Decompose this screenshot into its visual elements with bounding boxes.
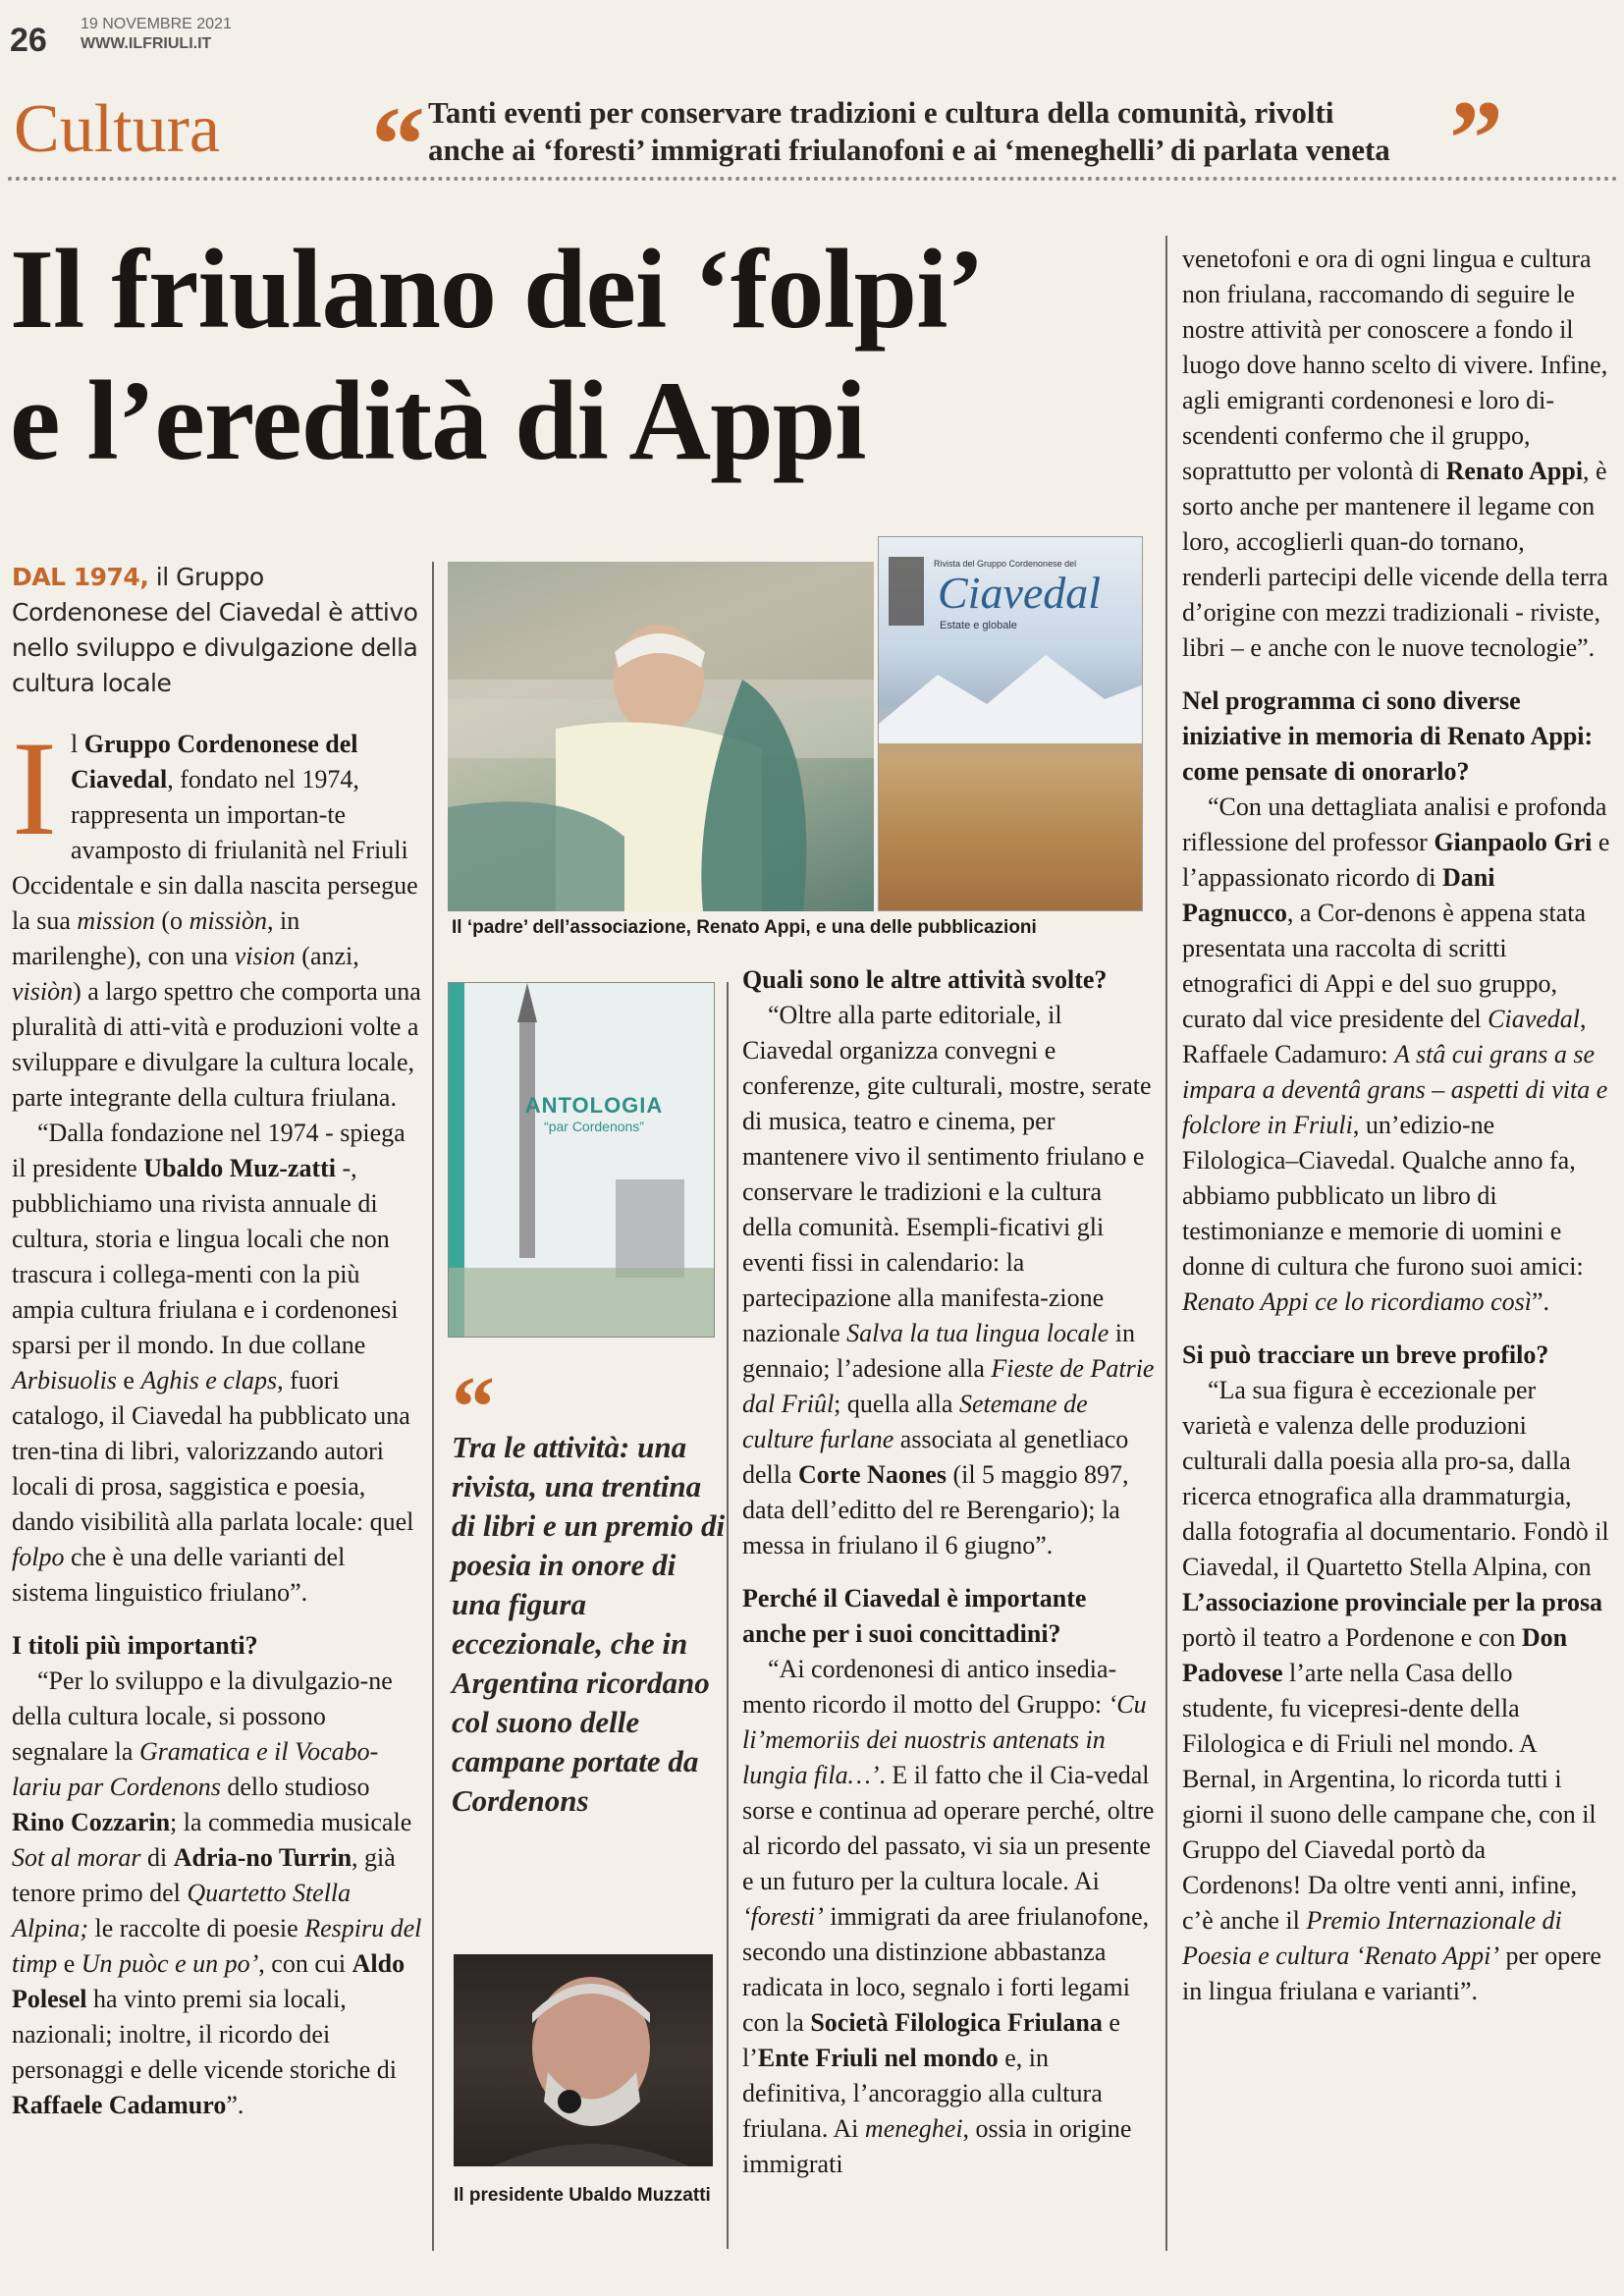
text-run: , un’edizio-ne Filologica–Ciavedal. Qualche anno fa, abbiamo pubblicato un libro di testimonianze e memorie di uomini e donne di cultura che furono suoi amici: — [1182, 1111, 1584, 1281]
text-run: Quartetto Stella Alpina; — [12, 1879, 352, 1942]
text-run: mission — [77, 906, 155, 935]
page-number: 26 — [10, 22, 47, 59]
text-run: Setemane de culture furlane — [742, 1390, 1088, 1453]
headline-line-1: Il friulano dei ‘folpi’ — [10, 227, 985, 353]
text-run: Gianpaolo Gri — [1434, 828, 1593, 856]
text-run: visiòn — [12, 977, 74, 1006]
text-run: , fondato nel 1974, rappresenta un importan-te avamposto di friulanità nel Friuli Occidentale e sin dalla nascita persegue la sua — [12, 765, 418, 935]
headline-line-2: e l’eredità di Appi — [10, 358, 866, 484]
book-title: ANTOLOGIA — [524, 1093, 664, 1118]
text-run: Un puòc e un po’ — [81, 1949, 259, 1978]
text-run: Don Padovese — [1182, 1623, 1568, 1687]
col3-question-1: Quali sono le altre attività svolte? — [742, 965, 1108, 994]
text-run: Gramatica e il Vocabo-lariu par Cordenons — [12, 1737, 379, 1801]
text-run: (il 5 maggio 897, data dell’editto del re Berengario); la messa in friulano il 6 giugno”. — [742, 1460, 1129, 1559]
text-run: “Ai cordenonesi di antico insedia-mento ricordo il motto del Gruppo: — [742, 1655, 1117, 1719]
text-run: e — [57, 1949, 81, 1978]
text-run: , è sorto anche per mantenere il legame con loro, accoglierli quan-do tornano, renderli partecipi delle vicende della terra d’origine con mezzi tradizionali - riviste, libri – e anche con le nuove tecnologie”. — [1182, 457, 1608, 662]
col4-paragraph-2 — [1182, 790, 1610, 1320]
text-run: ”. — [1532, 1287, 1550, 1316]
magazine-subtitle: Rivista del Gruppo Cordenonese del — [934, 559, 1077, 569]
issue-date: 19 NOVEMBRE 2021 — [81, 16, 232, 32]
text-run: “La sua figura è eccezionale per varietà e valenza delle produzioni culturali dalla poesia alla pro-sa, dalla ricerca etnografica alla drammaturgia, dalla fotografia al documentario. Fondò il Ciavedal, il Quartetto Stella Alpina, con — [1182, 1376, 1609, 1581]
text-run: , con cui — [258, 1949, 352, 1978]
text-run: Fieste de Patrie dal Friûl — [742, 1354, 1155, 1418]
tagline-line-2: anche ai ‘foresti’ immigrati friulanofoni e ai ‘meneghelli’ di parlata veneta — [428, 133, 1390, 167]
text-run: Premio Internazionale di Poesia e cultura ‘Renato Appi’ — [1182, 1906, 1562, 1970]
text-run: Salva la tua lingua locale — [846, 1319, 1110, 1347]
text-run: e, in definitiva, l’ancoraggio alla cultura friulana. Ai — [742, 2044, 1103, 2143]
text-run: meneghei — [864, 2114, 963, 2143]
col1-question-1: I titoli più importanti? — [12, 1631, 258, 1660]
text-run: l — [70, 730, 84, 758]
column-3 — [742, 962, 1155, 2182]
text-run: folpo — [12, 1543, 65, 1571]
column-rule-1 — [432, 562, 434, 2251]
col4-paragraph-3 — [1182, 1373, 1610, 2009]
text-run: Renato Appi ce lo ricordiamo così — [1182, 1287, 1533, 1316]
text-run: ‘Cu li’memoriis dei nuostris antenats in lungia fila…’ — [742, 1690, 1147, 1789]
magazine-title: Ciavedal — [938, 568, 1102, 618]
quote-close-icon: ” — [1449, 79, 1503, 198]
col4-question-1: Nel programma ci sono diverse iniziative in memoria di Renato Appi: come pensate di onorarlo? — [1182, 686, 1594, 786]
col4-paragraph-1 — [1182, 242, 1610, 666]
text-run: le raccolte di poesie — [88, 1914, 305, 1942]
text-run: Ciavedal — [1488, 1005, 1581, 1033]
photo-renato-appi — [448, 562, 874, 911]
text-run: (anzi, — [295, 942, 359, 970]
text-run: vision — [234, 942, 296, 970]
text-run: che è una delle varianti del sistema linguistico friulano”. — [12, 1543, 346, 1607]
article-kicker — [12, 560, 424, 701]
text-run: l’arte nella Casa dello studente, fu vicepresi-dente della Filologica e di Friuli nel mondo. A Bernal, in Argentina, lo ricorda tutti i giorni il suono delle campane che, con il Gruppo del Ciavedal portò da Cordenons! Da oltre venti anni, infine, c’è anche il — [1182, 1659, 1597, 1935]
kicker-lead: DAL 1974, — [12, 563, 149, 591]
text-run: e l’ — [742, 2008, 1120, 2072]
text-run: “Dalla fondazione nel 1974 - spiega il presidente — [12, 1119, 406, 1182]
quote-open-icon: “ — [371, 84, 425, 204]
magazine-cover-art — [879, 537, 1143, 911]
site-url[interactable]: WWW.ILFRIULI.IT — [81, 35, 212, 52]
text-run: , fuori catalogo, il Ciavedal ha pubblicato una tren-tina di libri, valorizzando autori locali di prosa, saggistica e poesia, dando visibilità alla parlata locale: quel — [12, 1366, 414, 1536]
text-run: dello studioso — [220, 1773, 370, 1801]
text-run: immigrati da aree friulanofone, secondo una distinzione abbastanza radicata in loco, segnalo i forti legami con la — [742, 1902, 1150, 2037]
text-run: Respiru del timp — [12, 1914, 422, 1978]
magazine-tagline: Estate e globale — [940, 620, 1017, 631]
text-run: , in marilenghe), con una — [12, 906, 300, 970]
column-rule-2 — [727, 982, 729, 2249]
column-4 — [1182, 242, 1610, 2009]
text-run: Adria-no Turrin — [173, 1843, 352, 1872]
text-run: Raffaele Cadamuro — [12, 2091, 227, 2119]
text-run: e — [116, 1366, 141, 1394]
text-run: Corte Naones — [798, 1460, 947, 1489]
text-run: in gennaio; l’adesione alla — [742, 1319, 1136, 1383]
text-run: associata al genetliaco della — [742, 1425, 1129, 1489]
kicker-text: il Gruppo Cordenonese del Ciavedal è attivo nello sviluppo e divulgazione della cultura locale — [12, 563, 418, 697]
photo-ubaldo-muzzatti — [454, 1954, 713, 2166]
text-run: Ubaldo Muz-zatti — [143, 1154, 336, 1182]
text-run: ”. — [226, 2091, 244, 2119]
photo-renato-appi-drawing — [448, 562, 874, 911]
ciavedal-magazine-cover — [878, 536, 1143, 911]
col3-paragraph-1 — [742, 998, 1155, 1563]
tagline-line-1: Tanti eventi per conservare tradizioni e cultura della comunità, rivolti — [428, 95, 1334, 130]
col4-question-2: Si può tracciare un breve profilo? — [1182, 1340, 1549, 1369]
text-run: Gruppo Cordenonese del Ciavedal — [70, 730, 358, 793]
col1-paragraph-3 — [12, 1664, 422, 2123]
president-caption: Il presidente Ubaldo Muzzatti — [454, 2185, 711, 2206]
text-run: portò il teatro a Pordenone e con — [1182, 1623, 1522, 1652]
text-run: Rino Cozzarin — [12, 1808, 171, 1836]
col1-paragraph-1 — [12, 713, 422, 1116]
text-run: Renato Appi — [1445, 457, 1584, 485]
text-run: Aldo Polesel — [12, 1949, 406, 2013]
col3-paragraph-2 — [742, 1652, 1155, 2182]
text-run: Società Filologica Friulana — [810, 2008, 1103, 2037]
text-run: Sot al morar — [12, 1843, 141, 1872]
section-title: Cultura — [14, 91, 220, 167]
col3-question-2: Perché il Ciavedal è importante anche per i suoi concittadini? — [742, 1584, 1087, 1648]
text-run: (o — [154, 906, 189, 935]
text-run: “Oltre alla parte editoriale, il Ciavedal organizza convegni e conferenze, gite culturali, mostre, serate di musica, teatro e cinema, per mantenere vivo il sentimento friulano e conservare le tradizioni e la cultura della comunità. Esempli-ficativi gli eventi fissi in calendario: la partecipazione alla manifesta-zione nazionale — [742, 1001, 1152, 1347]
text-run: Aghis e claps — [140, 1366, 278, 1394]
text-run: ; la commedia musicale — [170, 1808, 412, 1836]
text-run: -, pubblichiamo una rivista annuale di cultura, storia e lingua locali che non trascura i collega-menti con la più ampia cultura friulana e i cordenonesi sparsi per il mondo. In due collane — [12, 1154, 399, 1359]
photo-ubaldo-muzzatti-drawing — [454, 1954, 713, 2166]
photo-caption: Il ‘padre’ dell’associazione, Renato Appi, e una delle pubblicazioni — [452, 917, 1037, 938]
text-run: A stâ cui grans a se impara a deventâ grans – aspetti di vita e folclore in Friuli — [1182, 1040, 1608, 1139]
pullquote-mark-icon: “ — [452, 1360, 495, 1455]
book-subtitle: “par Cordenons” — [544, 1119, 644, 1134]
text-run: , già tenore primo del — [12, 1843, 396, 1907]
text-run: ha vinto premi sia locali, nazionali; inoltre, il ricordo dei personaggi e delle vicende storiche di — [12, 1985, 398, 2084]
column-1 — [12, 713, 422, 2123]
text-run: . E il fatto che il Cia-vedal sorse e continua ad operare perché, oltre al ricordo del passato, vi sia un presente e un futuro per la cultura locale. Ai — [742, 1761, 1155, 1895]
text-run: Arbisuolis — [12, 1366, 117, 1394]
text-run: e l’appassionato ricordo di — [1182, 828, 1610, 892]
text-run: , a Cor-denons è appena stata presentata una raccolta di scritti etnografici di Appi e del suo gruppo, curato dal vice presidente del — [1182, 899, 1587, 1033]
book-cover-art — [449, 983, 715, 1338]
section-tagline — [428, 94, 1449, 169]
pull-quote: Tra le attività: una rivista, una trentina di libri e un premio di poesia in onore di una figura eccezionale, che in Argentina ricordano col suono delle campane portate da Cordenons — [452, 1430, 726, 1818]
text-run: ; quella alla — [834, 1390, 959, 1418]
text-run: ‘foresti’ — [742, 1902, 824, 1931]
text-run: missiòn — [189, 906, 268, 935]
text-run: , ossia in origine immigrati — [742, 2114, 1132, 2178]
col1-paragraph-2 — [12, 1116, 422, 1611]
text-run: L’associazione provinciale per la prosa — [1182, 1588, 1603, 1616]
drop-cap: I — [12, 713, 57, 863]
article-headline — [10, 224, 1159, 487]
text-run: “Con una dettagliata analisi e profonda riflessione del professor — [1182, 793, 1607, 856]
text-run: ) a largo spettro che comporta una pluralità di atti-vità e produzioni volte a sviluppare e divulgare la cultura locale, parte integrante della cultura friulana. — [12, 977, 421, 1112]
text-run: Dani Pagnucco — [1182, 863, 1495, 927]
text-run: “Per lo sviluppo e la divulgazio-ne della cultura locale, si possono segnalare la — [12, 1667, 393, 1766]
text-run: Ente Friuli nel mondo — [757, 2044, 999, 2072]
text-run: di — [140, 1843, 174, 1872]
section-divider — [8, 177, 1618, 181]
antologia-book-cover — [448, 982, 715, 1338]
text-run: venetofoni e ora di ogni lingua e cultura non friulana, raccomando di seguire le nostre attività per conoscere a fondo il luogo dove hanno scelto di vivere. Infine, agli emigranti cordenonesi e loro di-scendenti confermo che il gruppo, soprattutto per volontà di — [1182, 245, 1608, 485]
text-run: per opere in lingua friulana e varianti”. — [1182, 1941, 1601, 2005]
text-run: , Raffaele Cadamuro: — [1182, 1005, 1587, 1068]
column-rule-3 — [1165, 236, 1167, 2251]
